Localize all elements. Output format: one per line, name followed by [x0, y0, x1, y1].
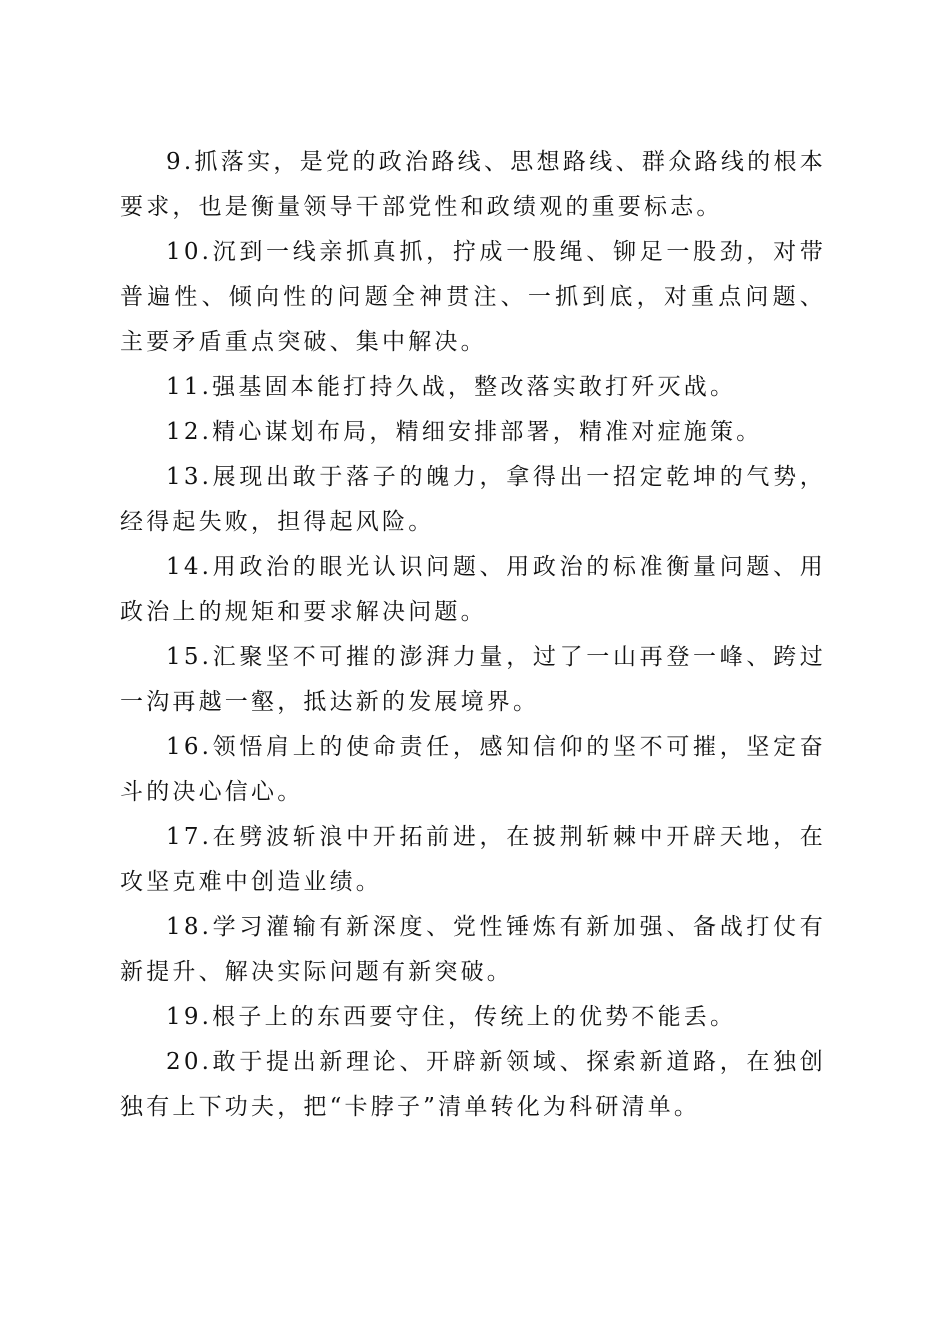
paragraph-18: 18.学习灌输有新深度、党性锤炼有新加强、备战打仗有新提升、解决实际问题有新突破。: [120, 914, 826, 985]
paragraph-17: 17.在劈波斩浪中开拓前进，在披荆斩棘中开辟天地，在攻坚克难中创造业绩。: [120, 824, 826, 895]
paragraph-14: 14.用政治的眼光认识问题、用政治的标准衡量问题、用政治上的规矩和要求解决问题。: [120, 554, 826, 625]
paragraph-11: 11.强基固本能打持久战，整改落实敢打歼灭战。: [166, 374, 737, 400]
paragraph-9: 9.抓落实，是党的政治路线、思想路线、群众路线的根本要求，也是衡量领导干部党性和政绩观的重要标志。: [120, 149, 826, 220]
paragraph-13: 13.展现出敢于落子的魄力，拿得出一招定乾坤的气势，经得起失败，担得起风险。: [120, 464, 826, 535]
paragraph-12: 12.精心谋划布局，精细安排部署，精准对症施策。: [166, 419, 763, 445]
paragraph-15: 15.汇聚坚不可摧的澎湃力量，过了一山再登一峰、跨过一沟再越一壑，抵达新的发展境界。: [120, 644, 826, 715]
paragraph-10: 10.沉到一线亲抓真抓，拧成一股绳、铆足一股劲，对带普遍性、倾向性的问题全神贯注、一抓到底，对重点问题、主要矛盾重点突破、集中解决。: [120, 239, 826, 355]
paragraph-19: 19.根子上的东西要守住，传统上的优势不能丢。: [166, 1004, 737, 1030]
paragraph-20: 20.敢于提出新理论、开辟新领域、探索新道路，在独创独有上下功夫，把“卡脖子”清单转化为科研清单。: [120, 1049, 826, 1120]
document-body: [120, 140, 826, 1130]
paragraph-16: 16.领悟肩上的使命责任，感知信仰的坚不可摧，坚定奋斗的决心信心。: [120, 734, 826, 805]
